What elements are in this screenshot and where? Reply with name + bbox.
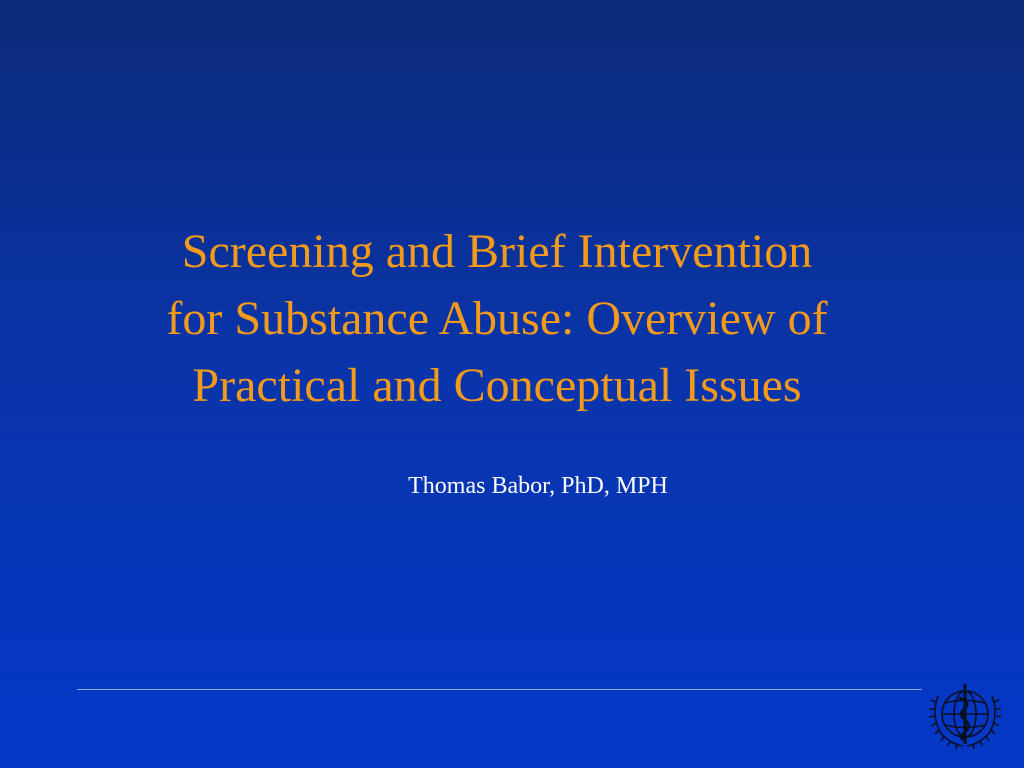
footer-divider — [77, 689, 922, 690]
title-line-1: Screening and Brief Intervention — [181, 225, 813, 278]
who-emblem-icon — [928, 680, 1002, 750]
author-name: Thomas Babor, PhD, MPH — [408, 473, 668, 499]
title-line-3: Practical and Conceptual Issues — [192, 359, 802, 412]
title-line-2: for Substance Abuse: Overview of — [166, 292, 828, 345]
slide-title — [62, 218, 932, 419]
